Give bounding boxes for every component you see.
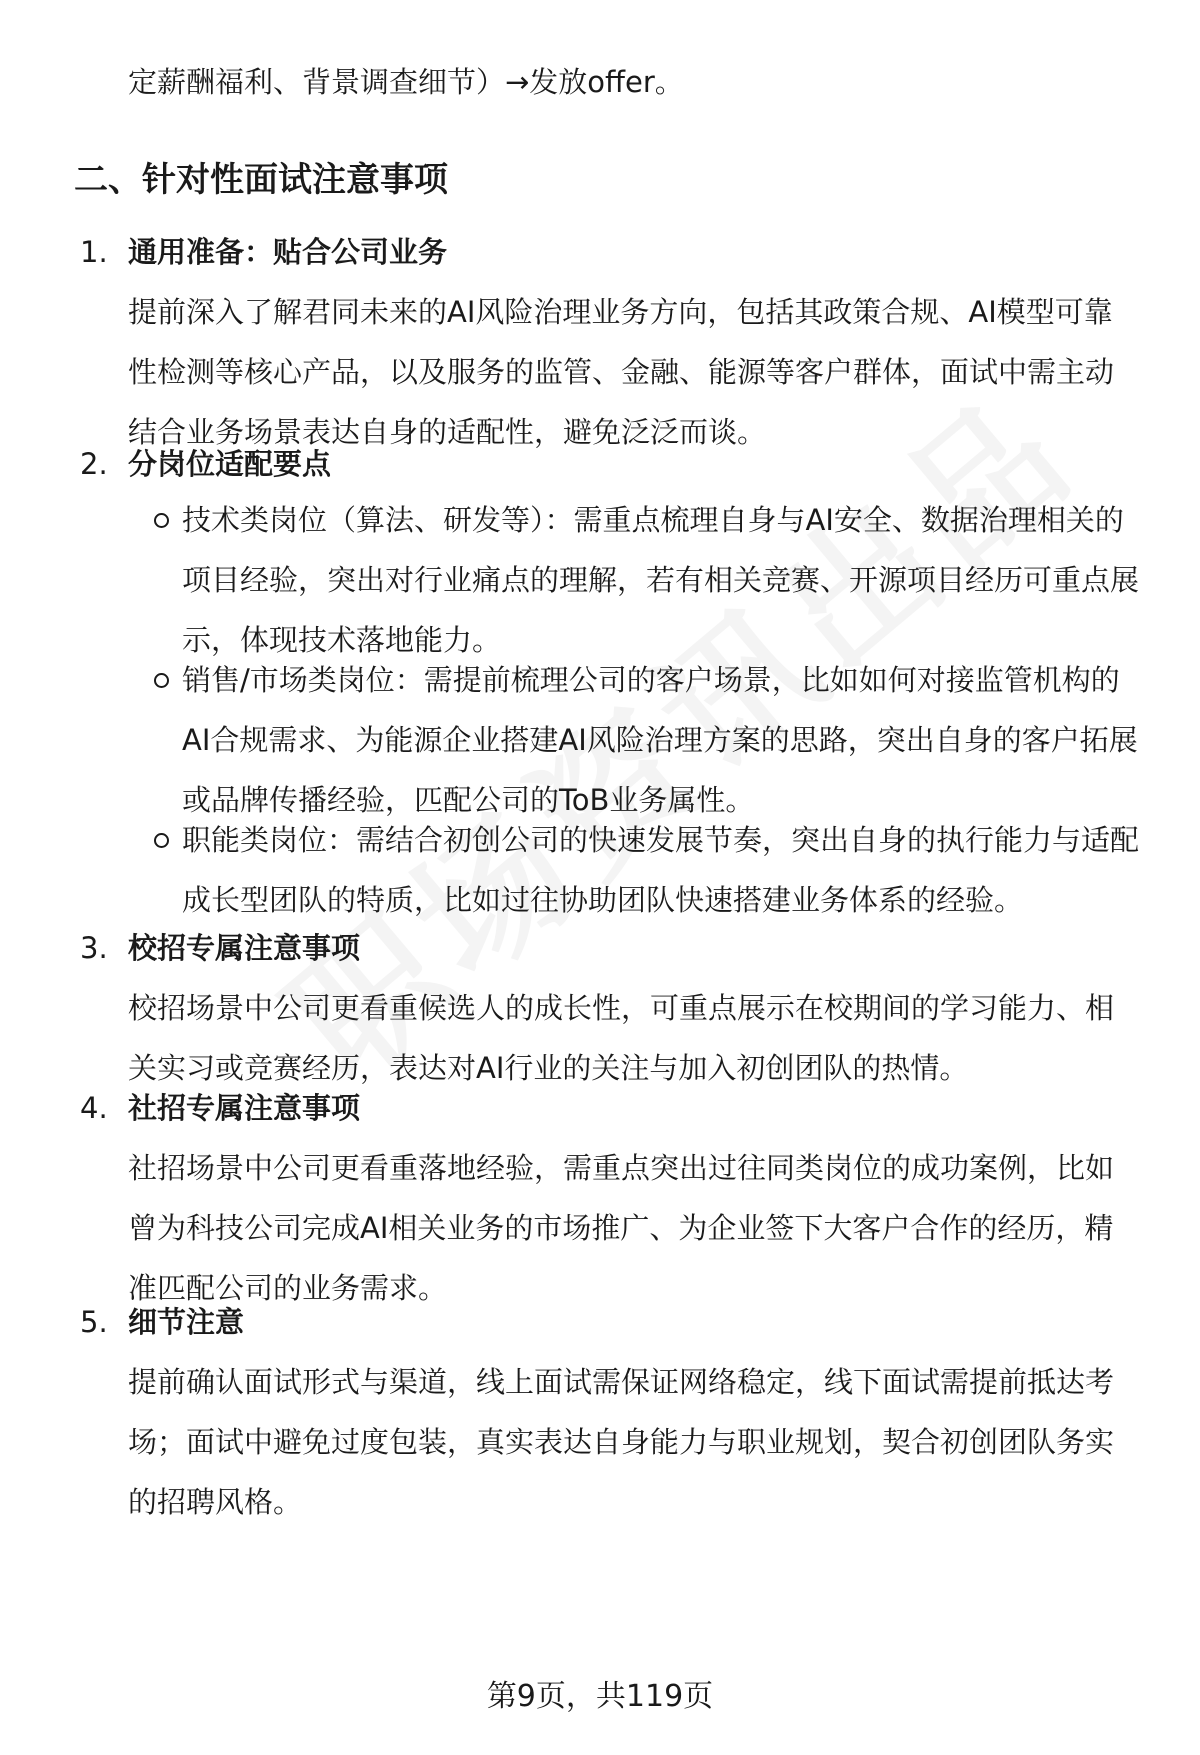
list-number: 3. xyxy=(80,931,108,965)
continuation-text: 定薪酬福利、背景调查细节）→发放offer。 xyxy=(128,65,684,99)
list-number: 4. xyxy=(80,1091,108,1125)
bullet-text: 技术类岗位（算法、研发等）：需重点梳理自身与AI安全、数据治理相关的项目经验，突出对行业痛点的理解，若有相关竞赛、开源项目经历可重点展示，体现技术落地能力。 xyxy=(182,503,1140,657)
item-title: 社招专属注意事项 xyxy=(128,1091,361,1125)
hollow-bullet-icon xyxy=(154,673,169,688)
item-body: 提前深入了解君同未来的AI风险治理业务方向，包括其政策合规、AI模型可靠性检测等核心产品，以及服务的监管、金融、能源等客户群体，面试中需主动结合业务场景表达自身的适配性，避免泛泛而谈。 xyxy=(128,295,1115,449)
item-title: 校招专属注意事项 xyxy=(128,931,361,965)
item-body: 校招场景中公司更看重候选人的成长性，可重点展示在校期间的学习能力、相关实习或竞赛经历，表达对AI行业的关注与加入初创团队的热情。 xyxy=(128,991,1115,1085)
list-number: 2. xyxy=(80,447,108,481)
bullet-text: 职能类岗位：需结合初创公司的快速发展节奏，突出自身的执行能力与适配成长型团队的特质，比如过往协助团队快速搭建业务体系的经验。 xyxy=(182,823,1140,917)
page-footer: 第9页，共119页 xyxy=(486,1679,714,1714)
hollow-bullet-icon xyxy=(154,833,169,848)
hollow-bullet-icon xyxy=(154,513,169,528)
bullet-text: 销售/市场类岗位：需提前梳理公司的客户场景，比如如何对接监管机构的AI合规需求、为能源企业搭建AI风险治理方案的思路，突出自身的客户拓展或品牌传播经验，匹配公司的ToB业务属性。 xyxy=(182,663,1138,817)
item-title: 通用准备：贴合公司业务 xyxy=(128,235,448,269)
item-body: 提前确认面试形式与渠道，线上面试需保证网络稳定，线下面试需提前抵达考场；面试中避免过度包装，真实表达自身能力与职业规划，契合初创团队务实的招聘风格。 xyxy=(128,1365,1115,1519)
item-title: 分岗位适配要点 xyxy=(128,447,332,481)
list-number: 1. xyxy=(80,235,108,269)
section-heading: 二、针对性面试注意事项 xyxy=(74,160,448,200)
list-number: 5. xyxy=(80,1305,108,1339)
item-body: 社招场景中公司更看重落地经验，需重点突出过往同类岗位的成功案例，比如曾为科技公司完成AI相关业务的市场推广、为企业签下大客户合作的经历，精准匹配公司的业务需求。 xyxy=(128,1151,1115,1305)
item-title: 细节注意 xyxy=(128,1305,245,1339)
